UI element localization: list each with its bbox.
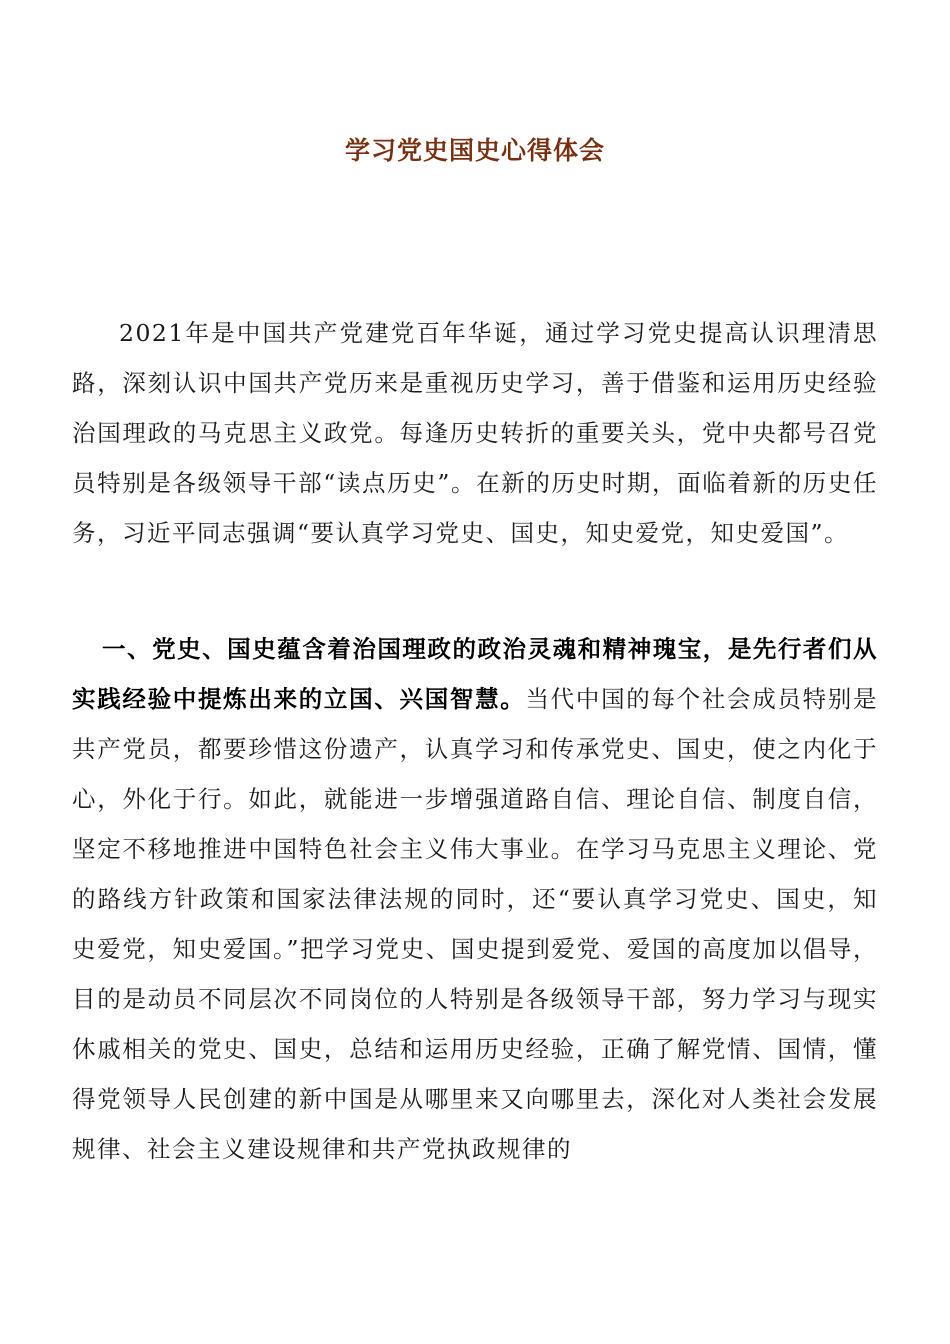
- paragraph-section-one: [72, 624, 878, 1174]
- document-title: 学习党史国史心得体会: [344, 136, 605, 165]
- section-one-heading: 一、党史、国史蕴含着治国理政的政治灵魂和精神瑰宝，是先行者们从实践经验中提炼出来的立国、兴国智慧。: [72, 635, 878, 713]
- paragraph-intro: 2021年是中国共产党建党百年华诞，通过学习党史提高认识理清思路，深刻认识中国共产党历来是重视历史学习，善于借鉴和运用历史经验治国理政的马克思主义政党。每逢历史转折的重要关头，党中央都号召党员特别是各级领导干部“读点历史”。在新的历史时期，面临着新的历史任务，习近平同志强调“要认真学习党史、国史，知史爱党，知史爱国”。: [72, 319, 878, 547]
- section-one-body: 当代中国的每个社会成员特别是共产党员，都要珍惜这份遗产，认真学习和传承党史、国史，使之内化于心，外化于行。如此，就能进一步增强道路自信、理论自信、制度自信，坚定不移地推进中国特色社会主义伟大事业。在学习马克思主义理论、党的路线方针政策和国家法律法规的同时，还“要认真学习党史、国史，知史爱党，知史爱国。”把学习党史、国史提到爱党、爱国的高度加以倡导，目的是动员不同层次不同岗位的人特别是各级领导干部，努力学习与现实休戚相关的党史、国史，总结和运用历史经验，正确了解党情、国情，懂得党领导人民创建的新中国是从哪里来又向哪里去，深化对人类社会发展规律、社会主义建设规律和共产党执政规律的: [72, 685, 879, 1163]
